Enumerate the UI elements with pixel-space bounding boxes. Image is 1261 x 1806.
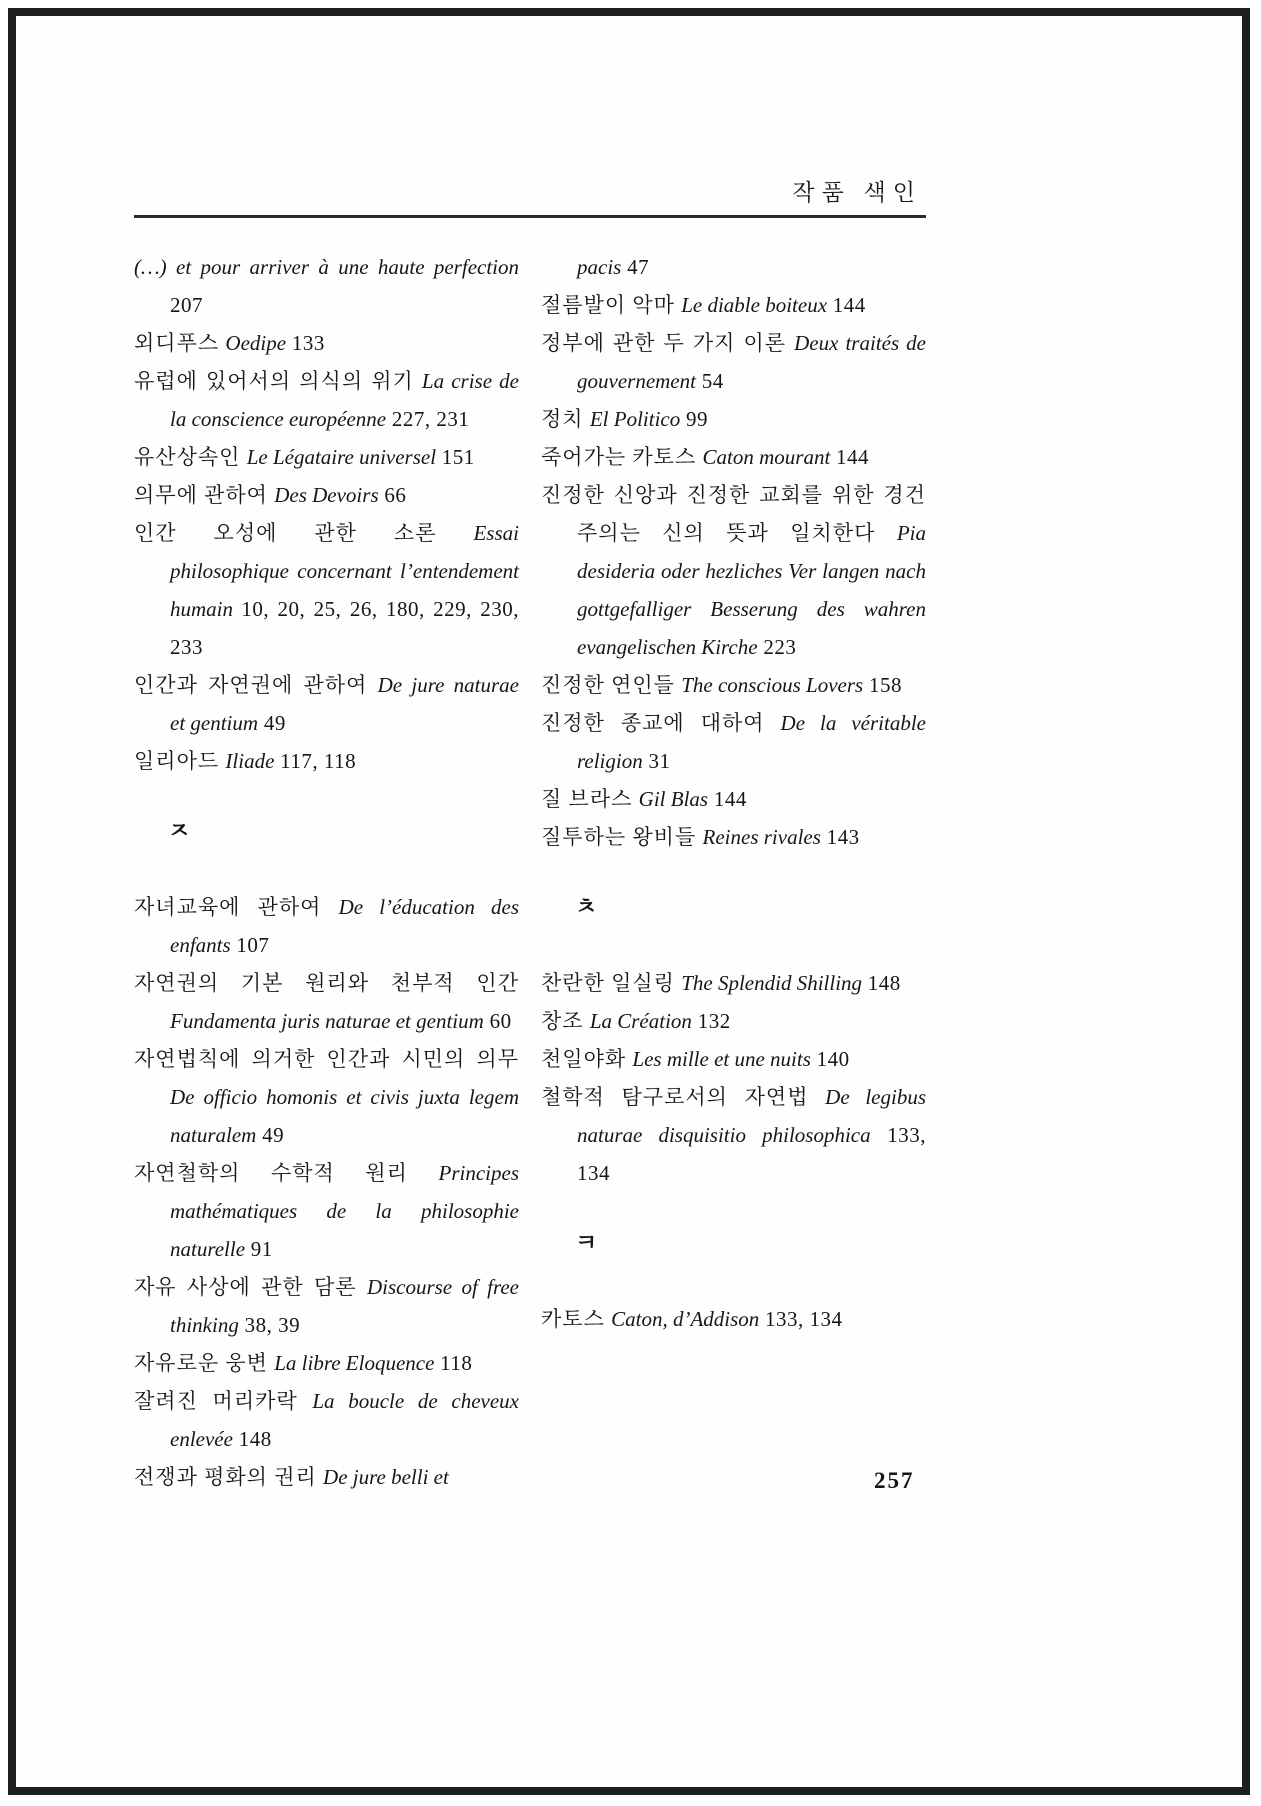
entry-title-original: El Politico bbox=[589, 407, 681, 431]
index-entry bbox=[134, 1040, 519, 1154]
entry-page-numbers: 143 bbox=[820, 825, 860, 849]
entry-title-original: Deux traités de gouvernement bbox=[577, 331, 927, 393]
section-heading: ㅊ bbox=[575, 894, 598, 919]
entry-title-korean: 질 브라스 bbox=[541, 787, 639, 811]
index-entry bbox=[541, 1078, 926, 1192]
entry-title-korean: 찬란한 일실링 bbox=[541, 971, 682, 995]
entry-page-numbers: 227, 231 bbox=[386, 407, 470, 431]
index-entry bbox=[541, 780, 926, 818]
entry-title-original: (…) et pour arriver à une haute perfection bbox=[134, 255, 519, 279]
entry-title-korean: 일리아드 bbox=[134, 749, 226, 773]
entry-page-numbers: 144 bbox=[830, 445, 870, 469]
entry-title-original: Les mille et une nuits bbox=[632, 1047, 811, 1071]
index-entry bbox=[541, 1040, 926, 1078]
entry-page-numbers: 144 bbox=[827, 293, 866, 317]
entry-page-numbers: 91 bbox=[245, 1237, 273, 1261]
entry-title-korean: 유럽에 있어서의 의식의 위기 bbox=[134, 369, 422, 393]
index-entry bbox=[134, 1344, 519, 1382]
text-block bbox=[134, 172, 926, 1496]
entry-title-original: La crise de la conscience européenne bbox=[170, 369, 519, 431]
entry-title-korean: 진정한 연인들 bbox=[541, 673, 682, 697]
entry-page-numbers: 31 bbox=[642, 749, 671, 773]
entry-page-numbers: 107 bbox=[230, 933, 270, 957]
entry-title-original: Principes mathématiques de la philosophie naturelle bbox=[170, 1161, 519, 1261]
entry-title-korean: 외디푸스 bbox=[134, 331, 226, 355]
entry-title-original: The Splendid Shilling bbox=[681, 971, 863, 995]
entry-title-korean: 질투하는 왕비들 bbox=[541, 825, 703, 849]
entry-title-original: Essai philosophique concernant l’entendement humain bbox=[170, 521, 519, 621]
index-entry bbox=[134, 438, 519, 476]
index-entry bbox=[541, 286, 926, 324]
entry-title-korean: 자연법칙에 의거한 인간과 시민의 의무 bbox=[134, 1047, 519, 1071]
index-entry bbox=[134, 888, 519, 964]
index-entry bbox=[134, 1154, 519, 1268]
entry-title-original: La Création bbox=[589, 1009, 692, 1033]
entry-title-original: La boucle de cheveux enlevée bbox=[170, 1389, 519, 1451]
index-entry bbox=[541, 476, 926, 666]
entry-page-numbers: 148 bbox=[862, 971, 901, 995]
entry-title-original: La libre Eloquence bbox=[274, 1351, 435, 1375]
entry-page-numbers: 10, 20, 25, 26, 180, 229, 230, 233 bbox=[170, 597, 519, 659]
entry-page-numbers: 49 bbox=[256, 1123, 285, 1147]
entry-title-original: Discourse of free thinking bbox=[170, 1275, 519, 1337]
entry-title-korean: 자유 사상에 관한 담론 bbox=[134, 1275, 367, 1299]
entry-title-korean: 창조 bbox=[541, 1009, 590, 1033]
header-rule bbox=[134, 215, 926, 218]
entry-title-korean: 철학적 탐구로서의 자연법 bbox=[541, 1085, 826, 1109]
entry-title-korean: 천일야화 bbox=[541, 1047, 633, 1071]
entry-title-original: Reines rivales bbox=[702, 825, 821, 849]
entry-page-numbers: 144 bbox=[708, 787, 747, 811]
entry-title-korean: 인간과 자연권에 관하여 bbox=[134, 673, 378, 697]
entry-page-numbers: 148 bbox=[232, 1427, 272, 1451]
entry-title-korean: 유산상속인 bbox=[134, 445, 247, 469]
entry-page-numbers: 133, 134 bbox=[759, 1307, 843, 1331]
entry-page-numbers: 99 bbox=[680, 407, 708, 431]
page-number: 257 bbox=[874, 1468, 915, 1493]
entry-title-korean: 진정한 신앙과 진정한 교회를 위한 경건주의는 신의 뜻과 일치한다 bbox=[541, 483, 926, 545]
entry-title-original: Le diable boiteux bbox=[681, 293, 828, 317]
entry-title-original: Oedipe bbox=[225, 331, 287, 355]
entry-title-original: Fundamenta juris naturae et gentium bbox=[170, 1009, 484, 1033]
entry-title-korean: 정치 bbox=[541, 407, 590, 431]
index-entry bbox=[134, 324, 519, 362]
index-entry bbox=[134, 362, 519, 438]
section-heading: ㅈ bbox=[168, 818, 191, 843]
entry-title-original: Caton, d’Addison bbox=[611, 1307, 760, 1331]
entry-title-original: Caton mourant bbox=[702, 445, 831, 469]
entry-title-korean: 절름발이 악마 bbox=[541, 293, 682, 317]
entry-title-original: Le Légataire universel bbox=[246, 445, 437, 469]
entry-title-korean: 죽어가는 카토스 bbox=[541, 445, 703, 469]
index-entry-continuation bbox=[541, 248, 926, 286]
index-entry bbox=[541, 964, 926, 1002]
section-heading: ㅋ bbox=[575, 1230, 598, 1255]
entry-title-original: De legibus naturae disquisitio philosophica bbox=[577, 1085, 926, 1147]
entry-page-numbers: 117, 118 bbox=[274, 749, 357, 773]
entry-title-korean: 전쟁과 평화의 권리 bbox=[134, 1465, 324, 1489]
entry-page-numbers: 60 bbox=[483, 1009, 512, 1033]
entry-page-numbers: 133 bbox=[286, 331, 325, 355]
entry-page-numbers: 207 bbox=[170, 293, 203, 317]
entry-page-numbers: 151 bbox=[436, 445, 475, 469]
entry-title-original: De jure belli et bbox=[323, 1465, 449, 1489]
index-entry bbox=[134, 1458, 519, 1496]
entry-title-korean: 자연철학의 수학적 원리 bbox=[134, 1161, 439, 1185]
index-entry bbox=[541, 704, 926, 780]
index-entry bbox=[134, 514, 519, 666]
entry-page-numbers: 132 bbox=[691, 1009, 731, 1033]
entry-title-original: Iliade bbox=[225, 749, 275, 773]
index-entry bbox=[134, 742, 519, 780]
entry-title-original: pacis bbox=[577, 255, 622, 279]
index-entry bbox=[541, 400, 926, 438]
entry-page-numbers: 66 bbox=[378, 483, 407, 507]
index-entry bbox=[134, 476, 519, 514]
entry-title-korean: 자녀교육에 관하여 bbox=[134, 895, 339, 919]
entry-title-original: De officio homonis et civis juxta legem naturalem bbox=[170, 1085, 519, 1147]
entry-title-original: Pia desideria oder hezliches Ver langen nach gottgefalliger Besserung des wahren evangelischen Kirche bbox=[577, 521, 926, 659]
index-entry bbox=[541, 818, 926, 856]
index-entry bbox=[541, 438, 926, 476]
entry-title-original: De la véritable religion bbox=[577, 711, 926, 773]
entry-page-numbers: 54 bbox=[695, 369, 724, 393]
entry-page-numbers: 140 bbox=[810, 1047, 850, 1071]
entry-title-original: De l’éducation des enfants bbox=[170, 895, 519, 957]
entry-title-original: Des Devoirs bbox=[274, 483, 379, 507]
left-column bbox=[134, 248, 519, 1496]
entry-page-numbers: 223 bbox=[757, 635, 797, 659]
index-entry bbox=[541, 666, 926, 704]
entry-title-original: De jure naturae et gentium bbox=[170, 673, 519, 735]
page-frame bbox=[8, 8, 1250, 1795]
entry-page-numbers: 38, 39 bbox=[238, 1313, 301, 1337]
index-entry bbox=[541, 1300, 926, 1338]
index-entry bbox=[541, 1002, 926, 1040]
entry-title-korean: 카토스 bbox=[541, 1307, 612, 1331]
entry-page-numbers: 118 bbox=[434, 1351, 473, 1375]
index-entry bbox=[134, 964, 519, 1040]
entry-title-korean: 정부에 관한 두 가지 이론 bbox=[541, 331, 795, 355]
entry-page-numbers: 158 bbox=[863, 673, 902, 697]
entry-page-numbers: 133, 134 bbox=[577, 1123, 927, 1185]
index-entry bbox=[541, 324, 926, 400]
entry-page-numbers: 49 bbox=[258, 711, 286, 735]
entry-title-korean: 잘려진 머리카락 bbox=[134, 1389, 313, 1413]
page-header: 작품 색인 bbox=[792, 180, 922, 205]
entry-title-korean: 의무에 관하여 bbox=[134, 483, 275, 507]
right-column bbox=[541, 248, 926, 1496]
index-entry bbox=[134, 1268, 519, 1344]
index-columns bbox=[134, 248, 926, 1496]
index-entry bbox=[134, 666, 519, 742]
entry-title-korean: 진정한 종교에 대하여 bbox=[541, 711, 781, 735]
index-entry bbox=[134, 248, 519, 324]
entry-title-original: Gil Blas bbox=[638, 787, 709, 811]
entry-title-korean: 자유로운 웅변 bbox=[134, 1351, 275, 1375]
index-entry bbox=[134, 1382, 519, 1458]
entry-page-numbers: 47 bbox=[621, 255, 650, 279]
entry-title-original: The conscious Lovers bbox=[681, 673, 864, 697]
entry-title-korean: 인간 오성에 관한 소론 bbox=[134, 521, 474, 545]
entry-title-korean: 자연권의 기본 원리와 천부적 인간 bbox=[134, 971, 519, 995]
page-header-row bbox=[134, 172, 926, 218]
